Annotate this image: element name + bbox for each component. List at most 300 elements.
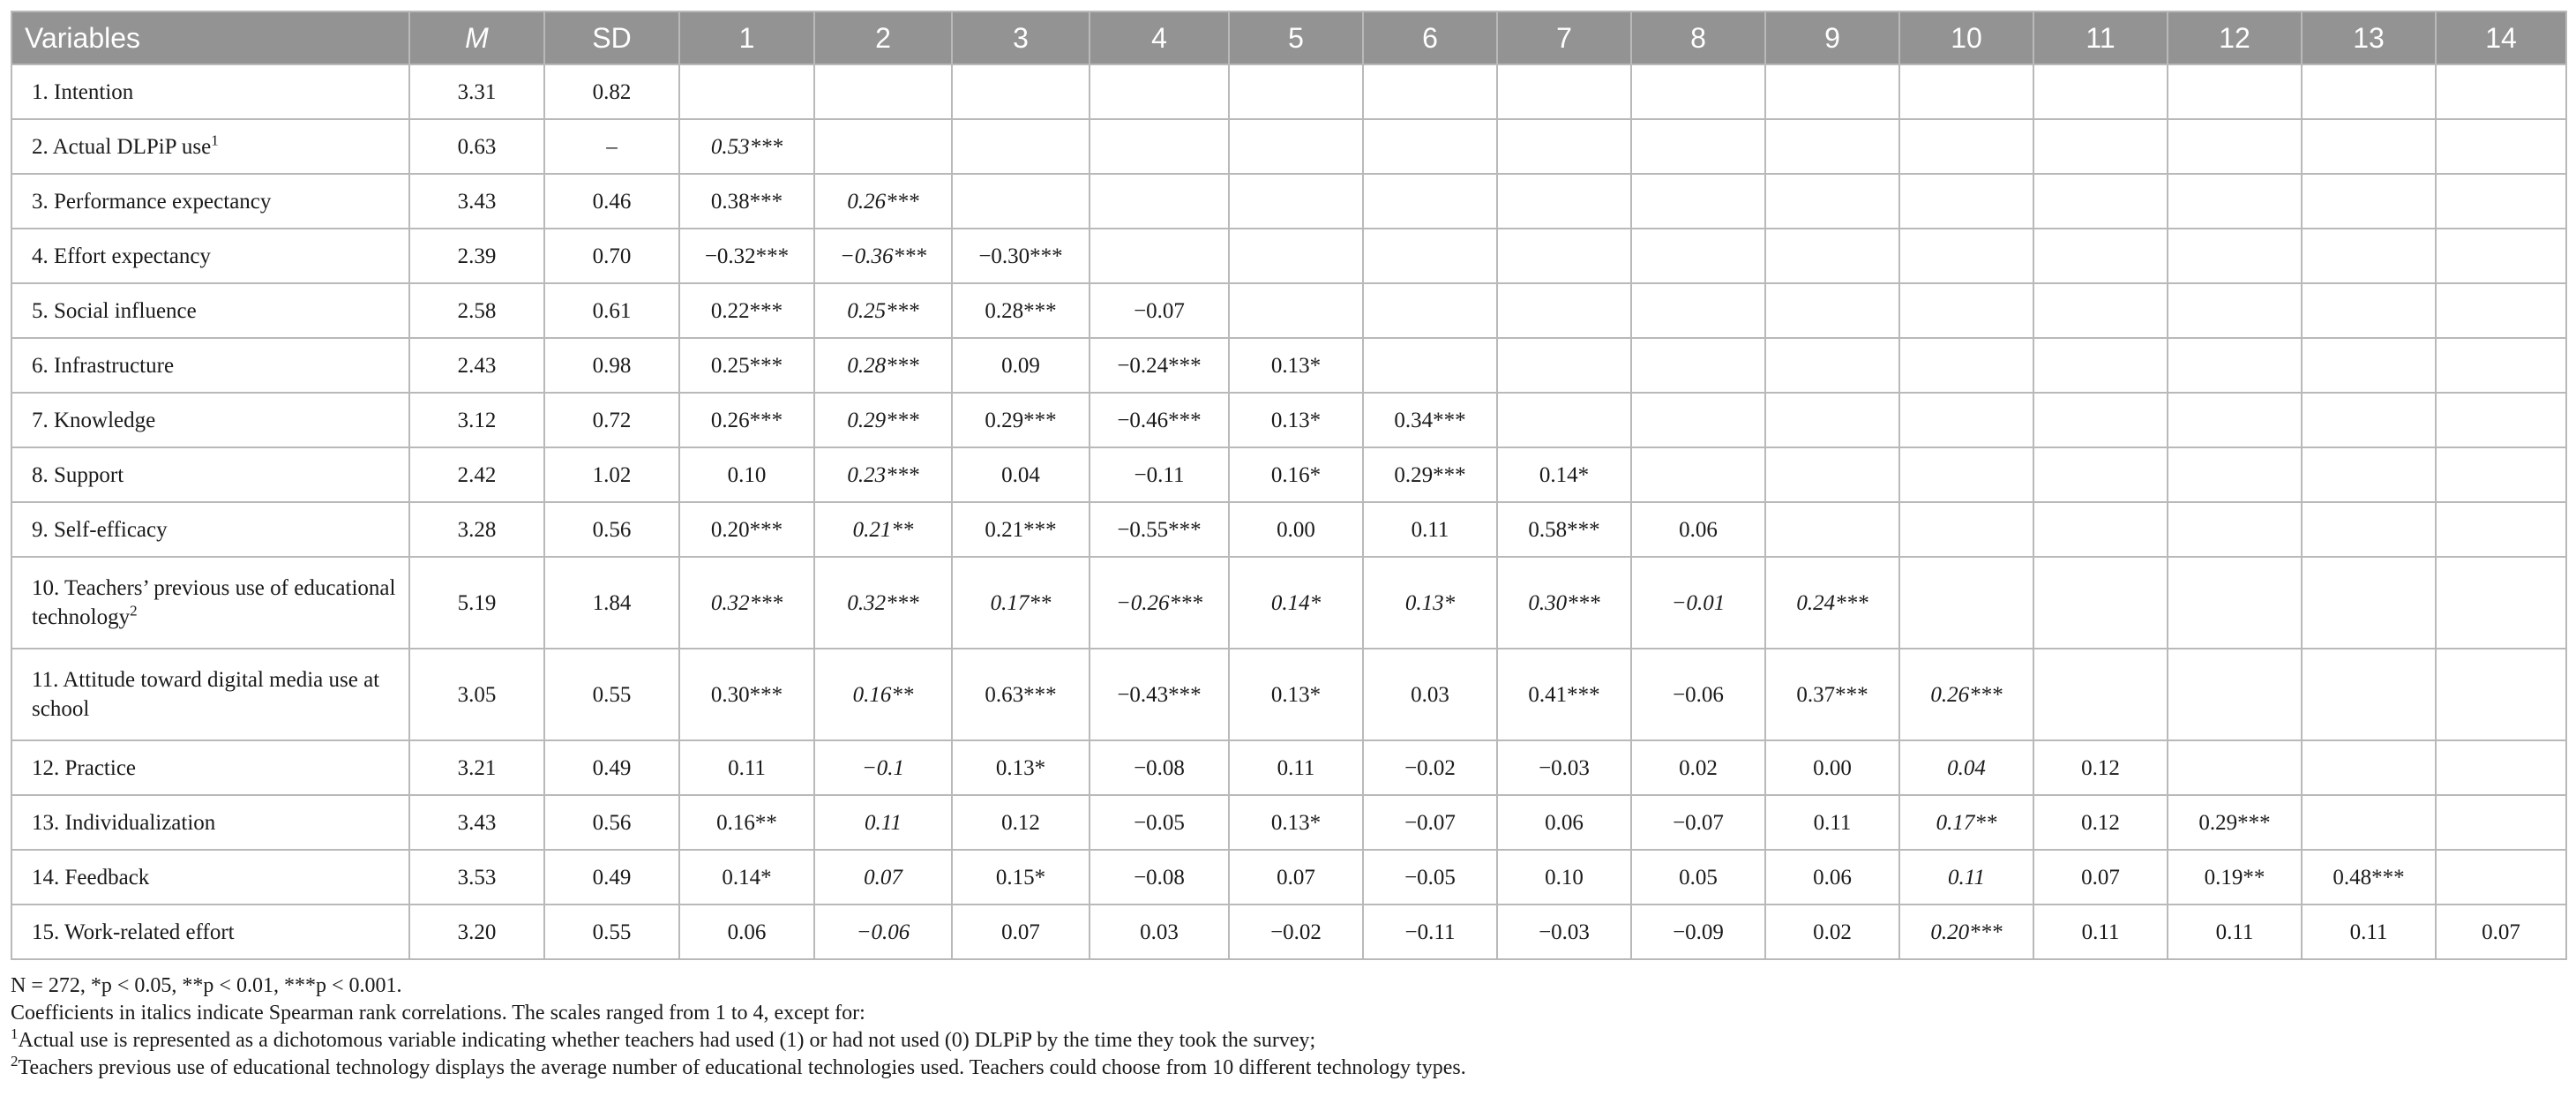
table-row <box>11 795 2566 850</box>
empty-cell <box>1899 447 2033 502</box>
empty-cell <box>1631 393 1765 447</box>
empty-cell <box>1497 393 1631 447</box>
mean-value: 3.43 <box>409 795 544 850</box>
variable-label <box>11 740 409 795</box>
empty-cell <box>1497 283 1631 338</box>
empty-cell <box>2302 64 2436 119</box>
variable-label <box>11 174 409 229</box>
header-col-9: 7 <box>1497 11 1631 64</box>
header-col-10: 8 <box>1631 11 1765 64</box>
correlation-value: 0.38*** <box>679 174 814 229</box>
correlation-value: 0.11 <box>2033 905 2168 959</box>
correlation-value: −0.55*** <box>1090 502 1229 557</box>
correlation-value: 0.17** <box>952 557 1090 649</box>
correlation-value: 0.11 <box>679 740 814 795</box>
empty-cell <box>1090 64 1229 119</box>
correlation-value: −0.24*** <box>1090 338 1229 393</box>
empty-cell <box>2436 557 2566 649</box>
header-col-11: 9 <box>1765 11 1899 64</box>
empty-cell <box>1765 64 1899 119</box>
variable-label-text: 14. Feedback <box>32 865 150 890</box>
empty-cell <box>814 64 952 119</box>
correlation-value: 0.25*** <box>679 338 814 393</box>
correlation-value: 0.29*** <box>2168 795 2302 850</box>
correlation-value: −0.43*** <box>1090 649 1229 740</box>
empty-cell <box>1229 283 1363 338</box>
correlation-value: −0.07 <box>1090 283 1229 338</box>
correlation-value: 0.13* <box>1229 393 1363 447</box>
empty-cell <box>2302 174 2436 229</box>
table-row <box>11 393 2566 447</box>
variable-label <box>11 283 409 338</box>
empty-cell <box>2436 850 2566 905</box>
empty-cell <box>2302 649 2436 740</box>
table-row <box>11 850 2566 905</box>
empty-cell <box>1765 502 1899 557</box>
table-row <box>11 905 2566 959</box>
correlation-value: −0.07 <box>1631 795 1765 850</box>
correlation-value: 0.14* <box>1229 557 1363 649</box>
empty-cell <box>1765 283 1899 338</box>
empty-cell <box>1090 119 1229 174</box>
variable-label <box>11 229 409 283</box>
correlation-value: 0.37*** <box>1765 649 1899 740</box>
variable-label-text: 9. Self-efficacy <box>32 517 168 542</box>
empty-cell <box>2302 795 2436 850</box>
variable-label-text: 7. Knowledge <box>32 408 156 432</box>
empty-cell <box>1229 119 1363 174</box>
empty-cell <box>1631 174 1765 229</box>
correlation-value: −0.07 <box>1363 795 1497 850</box>
variable-label-text: 4. Effort expectancy <box>32 244 211 268</box>
empty-cell <box>952 174 1090 229</box>
empty-cell <box>1631 229 1765 283</box>
variable-label <box>11 502 409 557</box>
header-row <box>11 11 2566 64</box>
correlation-value: 0.11 <box>2168 905 2302 959</box>
empty-cell <box>2436 64 2566 119</box>
variable-label <box>11 795 409 850</box>
correlation-value: −0.03 <box>1497 905 1631 959</box>
empty-cell <box>1899 119 2033 174</box>
correlation-value: 0.13* <box>1229 338 1363 393</box>
correlation-value: 0.12 <box>2033 795 2168 850</box>
empty-cell <box>2302 740 2436 795</box>
empty-cell <box>2033 338 2168 393</box>
empty-cell <box>2168 393 2302 447</box>
header-col-12: 10 <box>1899 11 2033 64</box>
empty-cell <box>1899 393 2033 447</box>
correlation-value: −0.08 <box>1090 740 1229 795</box>
header-col-13: 11 <box>2033 11 2168 64</box>
notes-sample-size <box>11 972 2565 1000</box>
empty-cell <box>1899 174 2033 229</box>
empty-cell <box>1497 338 1631 393</box>
sd-value: 0.49 <box>544 740 679 795</box>
empty-cell <box>2436 119 2566 174</box>
correlation-value: 0.13* <box>1363 557 1497 649</box>
correlation-value: 0.22*** <box>679 283 814 338</box>
sd-value: 0.55 <box>544 905 679 959</box>
correlation-value: −0.32*** <box>679 229 814 283</box>
empty-cell <box>1765 447 1899 502</box>
correlation-value: 0.07 <box>2436 905 2566 959</box>
empty-cell <box>2168 119 2302 174</box>
correlation-value: 0.41*** <box>1497 649 1631 740</box>
correlation-value: −0.11 <box>1363 905 1497 959</box>
mean-value: 2.42 <box>409 447 544 502</box>
variable-label-text: 1. Intention <box>32 79 134 104</box>
correlation-value: 0.06 <box>679 905 814 959</box>
correlation-value: 0.11 <box>2302 905 2436 959</box>
empty-cell <box>2436 338 2566 393</box>
correlation-value: 0.29*** <box>814 393 952 447</box>
mean-value: 3.05 <box>409 649 544 740</box>
correlation-value: 0.10 <box>1497 850 1631 905</box>
mean-value: 3.43 <box>409 174 544 229</box>
mean-value: 3.31 <box>409 64 544 119</box>
correlation-value: 0.25*** <box>814 283 952 338</box>
correlation-value: 0.21** <box>814 502 952 557</box>
empty-cell <box>2033 447 2168 502</box>
empty-cell <box>1899 283 2033 338</box>
empty-cell <box>1497 64 1631 119</box>
mean-value: 3.53 <box>409 850 544 905</box>
sd-value: 0.82 <box>544 64 679 119</box>
variable-label <box>11 338 409 393</box>
footnote-2-mark: 2 <box>11 1053 19 1070</box>
variable-label-text: 12. Practice <box>32 755 137 780</box>
correlation-value: 0.14* <box>679 850 814 905</box>
empty-cell <box>2436 649 2566 740</box>
header-col-3: 1 <box>679 11 814 64</box>
footnote-2-text: Teachers previous use of educational technology displays the average number of educational technologies used. Teachers could choose from 10 different technology types. <box>18 1056 1466 1079</box>
footnote-1-mark: 1 <box>11 1025 19 1042</box>
correlation-value: 0.02 <box>1765 905 1899 959</box>
correlation-value: 0.58*** <box>1497 502 1631 557</box>
correlation-value: 0.07 <box>1229 850 1363 905</box>
empty-cell <box>2168 338 2302 393</box>
empty-cell <box>1631 447 1765 502</box>
variable-label-text: 13. Individualization <box>32 810 216 835</box>
notes-spearman <box>11 1000 2565 1027</box>
correlation-value: 0.29*** <box>1363 447 1497 502</box>
correlation-value: 0.26*** <box>814 174 952 229</box>
empty-cell <box>1363 338 1497 393</box>
empty-cell <box>2168 447 2302 502</box>
correlation-value: 0.15* <box>952 850 1090 905</box>
empty-cell <box>1229 64 1363 119</box>
mean-value: 3.21 <box>409 740 544 795</box>
table-row <box>11 64 2566 119</box>
empty-cell <box>1229 174 1363 229</box>
correlation-value: 0.48*** <box>2302 850 2436 905</box>
empty-cell <box>1631 64 1765 119</box>
table-row <box>11 174 2566 229</box>
sd-value: 0.55 <box>544 649 679 740</box>
correlation-table <box>11 11 2567 960</box>
empty-cell <box>2033 557 2168 649</box>
variable-label-text: 15. Work-related effort <box>32 920 235 944</box>
empty-cell <box>1765 174 1899 229</box>
mean-value: 2.43 <box>409 338 544 393</box>
sd-value: 1.84 <box>544 557 679 649</box>
correlation-value: −0.09 <box>1631 905 1765 959</box>
empty-cell <box>1899 338 2033 393</box>
variable-label <box>11 905 409 959</box>
header-col-15: 13 <box>2302 11 2436 64</box>
empty-cell <box>2033 64 2168 119</box>
empty-cell <box>1090 229 1229 283</box>
empty-cell <box>2033 283 2168 338</box>
empty-cell <box>1631 119 1765 174</box>
empty-cell <box>1631 283 1765 338</box>
sd-value: – <box>544 119 679 174</box>
correlation-value: −0.46*** <box>1090 393 1229 447</box>
table-row <box>11 283 2566 338</box>
empty-cell <box>1363 283 1497 338</box>
sd-value: 0.72 <box>544 393 679 447</box>
empty-cell <box>2302 119 2436 174</box>
empty-cell <box>2302 283 2436 338</box>
empty-cell <box>1497 229 1631 283</box>
table-row <box>11 338 2566 393</box>
mean-value: 0.63 <box>409 119 544 174</box>
correlation-value: 0.05 <box>1631 850 1765 905</box>
empty-cell <box>2168 174 2302 229</box>
correlation-value: 0.34*** <box>1363 393 1497 447</box>
variable-label-text: 5. Social influence <box>32 298 197 323</box>
correlation-value: 0.30*** <box>1497 557 1631 649</box>
sd-value: 0.49 <box>544 850 679 905</box>
footnote-ref: 1 <box>211 131 219 149</box>
correlation-value: 0.07 <box>2033 850 2168 905</box>
empty-cell <box>2436 740 2566 795</box>
sd-value: 0.70 <box>544 229 679 283</box>
correlation-value: 0.10 <box>679 447 814 502</box>
correlation-value: 0.00 <box>1229 502 1363 557</box>
empty-cell <box>2168 283 2302 338</box>
table-notes <box>11 972 2565 1082</box>
mean-value: 2.39 <box>409 229 544 283</box>
correlation-value: −0.02 <box>1229 905 1363 959</box>
empty-cell <box>2033 229 2168 283</box>
correlation-value: −0.05 <box>1090 795 1229 850</box>
empty-cell <box>1899 502 2033 557</box>
header-col-1: M <box>409 11 544 64</box>
correlation-value: −0.03 <box>1497 740 1631 795</box>
table-row <box>11 649 2566 740</box>
variable-label <box>11 649 409 740</box>
sd-value: 0.56 <box>544 795 679 850</box>
correlation-value: 0.03 <box>1090 905 1229 959</box>
variable-label-text: 6. Infrastructure <box>32 353 175 378</box>
header-col-2: SD <box>544 11 679 64</box>
empty-cell <box>1631 338 1765 393</box>
correlation-value: −0.05 <box>1363 850 1497 905</box>
empty-cell <box>1090 174 1229 229</box>
empty-cell <box>2436 502 2566 557</box>
footnote-2 <box>11 1055 2565 1082</box>
variable-label-text: 11. Attitude toward digital media use at school <box>32 668 380 721</box>
table-row <box>11 447 2566 502</box>
sd-value: 0.46 <box>544 174 679 229</box>
correlation-value: 0.07 <box>952 905 1090 959</box>
header-col-16: 14 <box>2436 11 2566 64</box>
correlation-value: 0.02 <box>1631 740 1765 795</box>
correlation-value: 0.12 <box>2033 740 2168 795</box>
sd-value: 0.61 <box>544 283 679 338</box>
correlation-value: 0.30*** <box>679 649 814 740</box>
empty-cell <box>2168 557 2302 649</box>
empty-cell <box>1899 64 2033 119</box>
correlation-value: 0.13* <box>952 740 1090 795</box>
correlation-value: 0.11 <box>1229 740 1363 795</box>
empty-cell <box>2302 502 2436 557</box>
footnote-1 <box>11 1027 2565 1055</box>
empty-cell <box>2302 229 2436 283</box>
empty-cell <box>2302 447 2436 502</box>
correlation-value: 0.16** <box>679 795 814 850</box>
table-row <box>11 740 2566 795</box>
correlation-value: 0.26*** <box>679 393 814 447</box>
correlation-value: 0.20*** <box>1899 905 2033 959</box>
mean-value: 2.58 <box>409 283 544 338</box>
mean-value: 3.20 <box>409 905 544 959</box>
correlation-value: 0.11 <box>1765 795 1899 850</box>
empty-cell <box>2436 447 2566 502</box>
correlation-value: 0.11 <box>814 795 952 850</box>
variable-label-text: 3. Performance expectancy <box>32 189 272 214</box>
correlation-value: 0.32*** <box>814 557 952 649</box>
empty-cell <box>2168 740 2302 795</box>
variable-label <box>11 393 409 447</box>
empty-cell <box>2436 229 2566 283</box>
correlation-value: −0.36*** <box>814 229 952 283</box>
empty-cell <box>2033 649 2168 740</box>
correlation-value: 0.26*** <box>1899 649 2033 740</box>
variable-label-text: 2. Actual DLPiP use <box>32 134 212 159</box>
correlation-value: 0.20*** <box>679 502 814 557</box>
correlation-value: 0.53*** <box>679 119 814 174</box>
empty-cell <box>1899 557 2033 649</box>
header-col-5: 3 <box>952 11 1090 64</box>
sd-value: 0.98 <box>544 338 679 393</box>
correlation-value: 0.17** <box>1899 795 2033 850</box>
correlation-value: −0.08 <box>1090 850 1229 905</box>
sd-value: 1.02 <box>544 447 679 502</box>
footnote-ref: 2 <box>130 602 138 619</box>
correlation-value: 0.16** <box>814 649 952 740</box>
empty-cell <box>1363 174 1497 229</box>
correlation-value: 0.04 <box>952 447 1090 502</box>
variable-label <box>11 557 409 649</box>
header-col-14: 12 <box>2168 11 2302 64</box>
header-col-4: 2 <box>814 11 952 64</box>
empty-cell <box>952 119 1090 174</box>
correlation-value: 0.28*** <box>952 283 1090 338</box>
correlation-value: 0.07 <box>814 850 952 905</box>
empty-cell <box>1497 174 1631 229</box>
variable-label <box>11 119 409 174</box>
empty-cell <box>2168 64 2302 119</box>
table-row <box>11 119 2566 174</box>
empty-cell <box>1765 393 1899 447</box>
correlation-value: −0.30*** <box>952 229 1090 283</box>
correlation-value: 0.28*** <box>814 338 952 393</box>
mean-value: 3.12 <box>409 393 544 447</box>
mean-value: 3.28 <box>409 502 544 557</box>
empty-cell <box>1899 229 2033 283</box>
header-col-6: 4 <box>1090 11 1229 64</box>
empty-cell <box>1765 229 1899 283</box>
variable-label-text: 10. Teachers’ previous use of educational technology <box>32 576 396 629</box>
correlation-value: 0.13* <box>1229 649 1363 740</box>
correlation-table-figure <box>11 11 2565 1082</box>
correlation-value: 0.16* <box>1229 447 1363 502</box>
correlation-value: 0.32*** <box>679 557 814 649</box>
correlation-value: −0.26*** <box>1090 557 1229 649</box>
correlation-value: 0.04 <box>1899 740 2033 795</box>
correlation-value: −0.11 <box>1090 447 1229 502</box>
correlation-value: 0.03 <box>1363 649 1497 740</box>
table-row <box>11 502 2566 557</box>
empty-cell <box>814 119 952 174</box>
empty-cell <box>2168 649 2302 740</box>
header-col-8: 6 <box>1363 11 1497 64</box>
variable-label <box>11 64 409 119</box>
empty-cell <box>1363 119 1497 174</box>
empty-cell <box>2033 119 2168 174</box>
variable-label <box>11 447 409 502</box>
empty-cell <box>1765 338 1899 393</box>
variable-label <box>11 850 409 905</box>
header-variables: Variables <box>11 11 409 64</box>
correlation-value: 0.06 <box>1497 795 1631 850</box>
table-body <box>11 64 2566 959</box>
table-row <box>11 229 2566 283</box>
empty-cell <box>2436 283 2566 338</box>
empty-cell <box>1229 229 1363 283</box>
empty-cell <box>1497 119 1631 174</box>
empty-cell <box>1363 229 1497 283</box>
empty-cell <box>2168 229 2302 283</box>
empty-cell <box>2302 393 2436 447</box>
empty-cell <box>2436 174 2566 229</box>
correlation-value: 0.19** <box>2168 850 2302 905</box>
correlation-value: 0.13* <box>1229 795 1363 850</box>
footnote-1-text: Actual use is represented as a dichotomous variable indicating whether teachers had used (1) or had not used (0) DLPiP by the time they took the survey; <box>18 1029 1316 1052</box>
correlation-value: 0.23*** <box>814 447 952 502</box>
sd-value: 0.56 <box>544 502 679 557</box>
mean-value: 5.19 <box>409 557 544 649</box>
notes-line-1: N = 272, *p < 0.05, **p < 0.01, ***p < 0.001. <box>11 974 402 997</box>
correlation-value: 0.24*** <box>1765 557 1899 649</box>
correlation-value: 0.11 <box>1363 502 1497 557</box>
empty-cell <box>2302 338 2436 393</box>
correlation-value: −0.1 <box>814 740 952 795</box>
correlation-value: 0.29*** <box>952 393 1090 447</box>
correlation-value: 0.21*** <box>952 502 1090 557</box>
empty-cell <box>2033 174 2168 229</box>
correlation-value: 0.12 <box>952 795 1090 850</box>
notes-line-2: Coefficients in italics indicate Spearman rank correlations. The scales ranged from 1 to 4, except for: <box>11 1002 865 1025</box>
correlation-value: 0.00 <box>1765 740 1899 795</box>
table-row <box>11 557 2566 649</box>
empty-cell <box>2436 393 2566 447</box>
empty-cell <box>1363 64 1497 119</box>
empty-cell <box>2033 502 2168 557</box>
